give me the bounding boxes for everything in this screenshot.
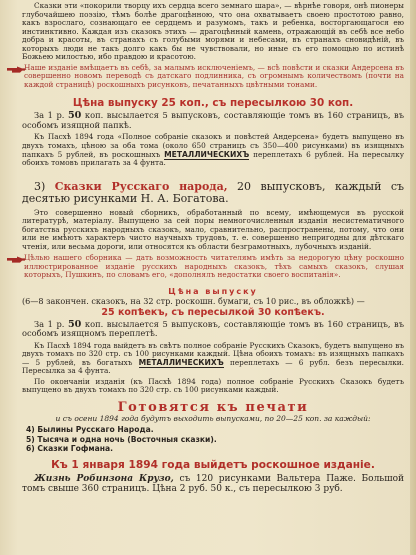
- upcoming-title: Готовятся къ печати: [117, 399, 309, 415]
- andersen-note: Наше изданіе вмѣщаетъ въ себѣ, за малымъ исключеніемъ, — всѣ повѣсти и сказки Андерсена въ совершенно новомъ переводѣ съ датскаго подлинника, съ огромнымъ количествомъ (почти на каждой страницѣ) роскошныхъ рисунковъ, печатанныхъ цвѣтными тонами.: [22, 64, 404, 90]
- upcoming-list: [22, 425, 404, 454]
- russian-tales-subscription: За 1 р. 50 коп. высылается 5 выпусковъ, составляющіе томъ въ 160 страницъ, въ особомъ изящномъ переплетѣ.: [22, 318, 404, 339]
- russian-tales-closing: По окончаніи изданія (къ Пасхѣ 1894 года) полное собраніе Русскихъ Сказокъ будетъ выпущено въ двухъ томахъ по 320 стр. съ 100 рисунками каждый.: [22, 376, 404, 395]
- russian-tales-note: Цѣлью нашего сборника — дать возможность читателямъ имѣть за недорогую цѣну роскошно иллюстрированное изданіе русскихъ народныхъ сказокъ, тѣхъ самыхъ сказокъ, слушая которыхъ, Пушкинъ, по словамъ его, «дополнялъ недостатки своего воспитанія».: [22, 254, 404, 280]
- list-item: 4) Былины Русскаго Народа.: [26, 425, 154, 435]
- russian-tales-price-detail: (6—8 закончен. сказокъ, на 32 стр. роскошн. бумаги, съ 10 рис., въ обложкѣ) —: [22, 296, 365, 307]
- russian-tales-price: 25 копѣекъ, съ пересылкой 30 копѣекъ.: [101, 306, 325, 318]
- pointing-hand-icon: [6, 65, 26, 74]
- upcoming-subtitle: и съ осени 1894 года будутъ выходить выпусками, по 20—25 коп. за каждый:: [55, 413, 371, 423]
- andersen-subscription: За 1 р. 50 коп. высылается 5 выпусковъ, составляющіе томъ въ 160 страницъ, въ особомъ изящной папкѣ.: [22, 110, 404, 130]
- january-headline: Къ 1 января 1894 года выйдетъ роскошное изданіе.: [51, 458, 375, 471]
- russian-tales-easter-edition: Къ Пасхѣ 1894 года выйдетъ въ свѣтъ полное собраніе Русскихъ Сказокъ, будетъ выпущено въ двухъ томахъ по 320 стр. съ 100 рисунками каждый. Цѣна обоихъ томахъ: въ изящныхъ папкахъ — 5 рублей, въ богатыхъ МЕТАЛЛИЧЕСКИХЪ переплетахъ — 6 рубл. безъ пересылки. Пересылка за 4 фунта.: [22, 340, 404, 376]
- list-item: 5) Тысяча и одна ночь (Восточныя сказки).: [26, 434, 217, 444]
- list-item: 6) Сказки Гофмана.: [26, 444, 113, 454]
- andersen-description: Сказки эти «покорили творцу ихъ сердца всего земнаго шара», — вѣрнѣе говоря, онѣ пионеры глубочайшею поэзію, тѣмъ болѣе драгоцѣнною, что она охватываетъ своею простотою равно, какъ взрослаго, сознающаго ее сердцемъ и разумомъ, такъ и ребенка, восторгающагося ею инстинктивно. Каждая изъ сказокъ этихъ — драгоцѣнный камень, отражающій въ себѣ все небо добра и красоты, въ странахъ съ голубыми морями и небесами, въ странахъ сновидѣній, въ которыхъ люди не такъ долго какъ бы не чувствовали, но иные съ его помощью по истинѣ Божьею милостью, ибо правдою и красотою.: [22, 1, 404, 62]
- andersen-easter-edition: Къ Пасхѣ 1894 года «Полное собраніе сказокъ и повѣстей Андерсена» будетъ выпущено въ двухъ томахъ, цѣною за оба тома (около 650 страницъ съ 350—400 рисунками) въ изящныхъ папкахъ 5 рублей, въ роскошныхъ МЕТАЛЛИЧЕСКИХЪ переплетахъ 6 рублей. На пересылку обоихъ томовъ прилагать за 4 фунта.: [22, 132, 404, 168]
- andersen-price-heading: Цѣна выпуску 25 коп., съ пересылкою 30 коп.: [72, 97, 354, 110]
- robinson-crusoe-announcement: Жизнь Робинзона Крузо, съ 120 рисунками Вальтера Паже. Большой томъ свыше 360 страницъ. Цѣна 2 руб. 50 к., съ пересылкою 3 руб.: [22, 473, 404, 495]
- russian-tales-price-heading: Цѣна выпуску: [168, 287, 258, 297]
- pointing-hand-icon: [6, 255, 26, 264]
- russian-tales-description: Это совершенно новый сборникъ, обработанный по всему, имѣющемуся въ русской литературѣ, матеріалу. Выпущено за сей поры немногочисленныя изданія несистематичного богатства русскихъ народныхъ сказокъ, мало, сравнительно, распространены, потому, что они или не имѣютъ характеръ чисто научныхъ трудовъ, т. е. совершенно непригодны для дѣтскаго чтенія, или весьма дороги, или относятся къ области безграмотныхъ, лубочныхъ изданій.: [22, 207, 404, 251]
- section-russian-tales-title: 3) Сказки Русскаго народа, 20 выпусковъ, каждый съ десятью рисунками Н. А. Богатова.: [22, 179, 404, 206]
- page-edge: [410, 0, 416, 555]
